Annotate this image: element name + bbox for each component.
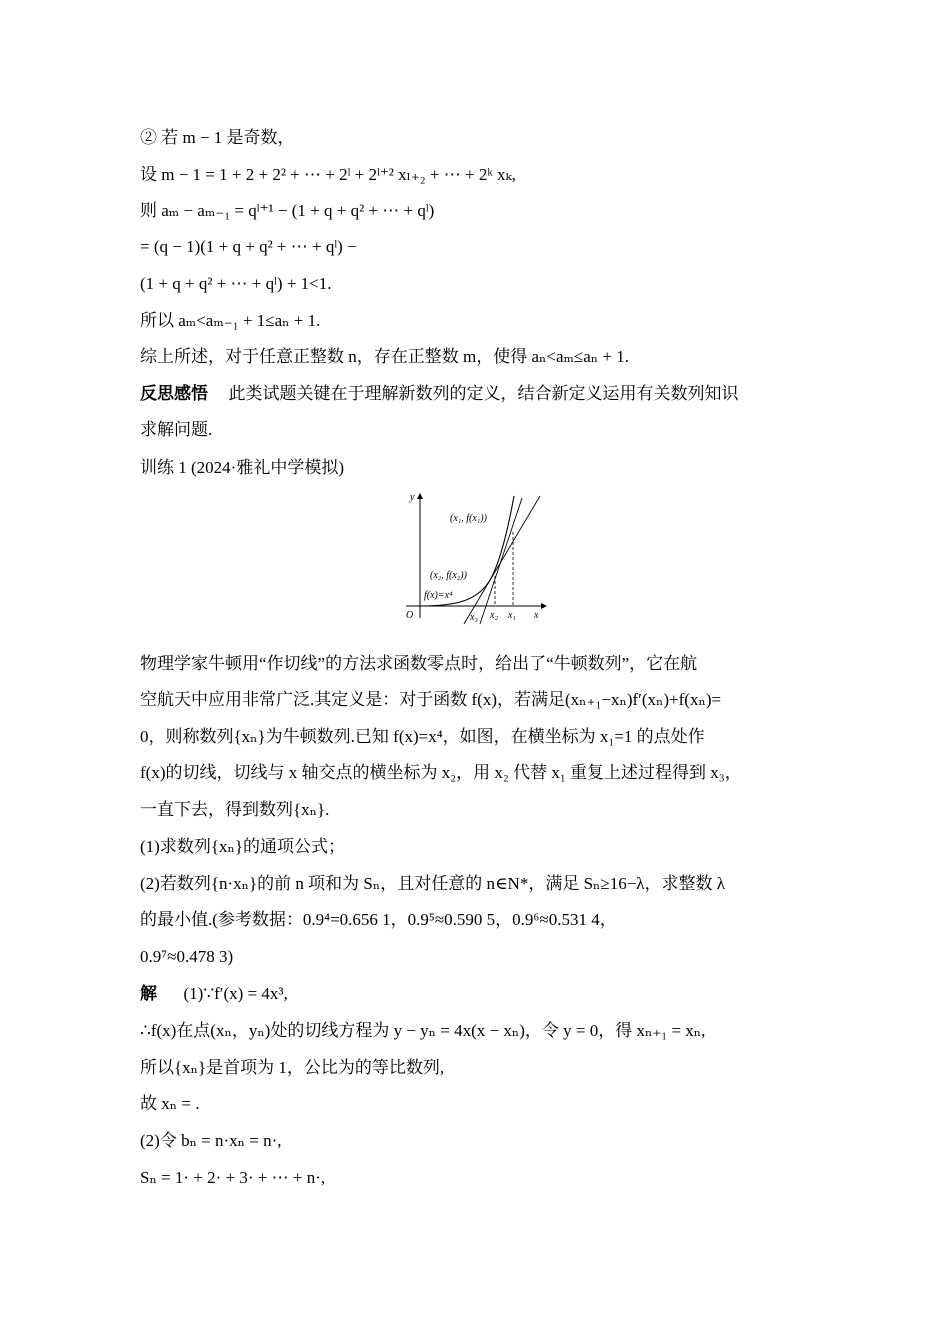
text-line: = (q − 1)(1 + q + q² + ⋯ + qˡ) −	[140, 237, 357, 256]
label-origin: O	[406, 610, 414, 621]
text-line: 设 m − 1 = 1 + 2 + 2² + ⋯ + 2ˡ + 2ˡ⁺² xₗ₊₂ + ⋯ + 2ᵏ xₖ,	[140, 165, 516, 184]
text-line: (2)若数列{n·xₙ}的前 n 项和为 Sₙ，且对任意的 n∈N*，满足 Sₙ≥16−λ，求整数 λ	[140, 874, 726, 893]
reflection-paragraph	[140, 382, 820, 406]
label-point-2: (x₂, f(x₂))	[430, 570, 467, 581]
label-x1: x₁	[508, 610, 516, 621]
text-line: (1 + q + q² + ⋯ + qˡ) + 1<1.	[140, 274, 332, 293]
text-line: 所以 aₘ<aₘ₋₁ + 1≤aₙ + 1.	[140, 311, 321, 330]
reflection-label: 反思感悟	[140, 384, 208, 403]
text-line: f(x)的切线，切线与 x 轴交点的横坐标为 x₂，用 x₂ 代替 x₁ 重复上述过程得到 x₃，	[140, 763, 742, 782]
text-line: 0，则称数列{xₙ}为牛顿数列.已知 f(x)=x⁴，如图，在横坐标为 x₁=1 的点处作	[140, 727, 705, 746]
solution-text: (1)∵f′(x) = 4x³,	[183, 984, 288, 1003]
text-line: ∴f(x)在点(xₙ，yₙ)处的切线方程为 y − yₙ = 4x(x − xₙ)，令 y = 0，得 xₙ₊₁ = xₙ,	[140, 1021, 706, 1040]
label-y: y	[410, 492, 415, 503]
label-x3: x₃	[470, 612, 478, 623]
text-line: (2)令 bₙ = n·xₙ = n·,	[140, 1131, 282, 1150]
label-x2: x₂	[490, 610, 498, 621]
text-line: 空航天中应用非常广泛.其定义是：对于函数 f(x)，若满足(xₙ₊₁−xₙ)f′(xₙ)+f(xₙ)=	[140, 690, 722, 709]
text-line: 求解问题.	[140, 420, 213, 439]
newton-tangent-figure	[398, 488, 550, 626]
solution-start	[140, 982, 820, 1006]
text-line: 一直下去，得到数列{xₙ}.	[140, 800, 330, 819]
text-line: 综上所述，对于任意正整数 n，存在正整数 m，使得 aₙ<aₘ≤aₙ + 1.	[140, 347, 629, 366]
label-point-1: (x₁, f(x₁))	[450, 513, 487, 524]
text-line: 0.9⁷≈0.478 3)	[140, 947, 234, 966]
reflection-text: 此类试题关键在于理解新数列的定义，结合新定义运用有关数列知识	[228, 384, 739, 403]
text-line: Sₙ = 1· + 2· + 3· + ⋯ + n·,	[140, 1168, 326, 1187]
solution-label: 解	[140, 984, 157, 1003]
text-line: 的最小值.(参考数据：0.9⁴=0.656 1，0.9⁵≈0.590 5，0.9⁶≈0.531 4，	[140, 910, 617, 929]
label-x: x	[534, 610, 539, 621]
text-line: (1)求数列{xₙ}的通项公式；	[140, 837, 345, 856]
text-line: 所以{xₙ}是首项为 1，公比为的等比数列,	[140, 1058, 445, 1077]
text-line: ② 若 m − 1 是奇数，	[140, 128, 295, 147]
text-line: 则 aₘ − aₘ₋₁ = qˡ⁺¹ − (1 + q + q² + ⋯ + qˡ)	[140, 201, 435, 220]
text-line: 故 xₙ = .	[140, 1094, 200, 1113]
label-curve: f(x)=x⁴	[424, 590, 453, 601]
exercise-title: 训练 1 (2024·雅礼中学模拟)	[140, 458, 344, 477]
text-line: 物理学家牛顿用“作切线”的方法求函数零点时，给出了“牛顿数列”，它在航	[140, 654, 698, 673]
